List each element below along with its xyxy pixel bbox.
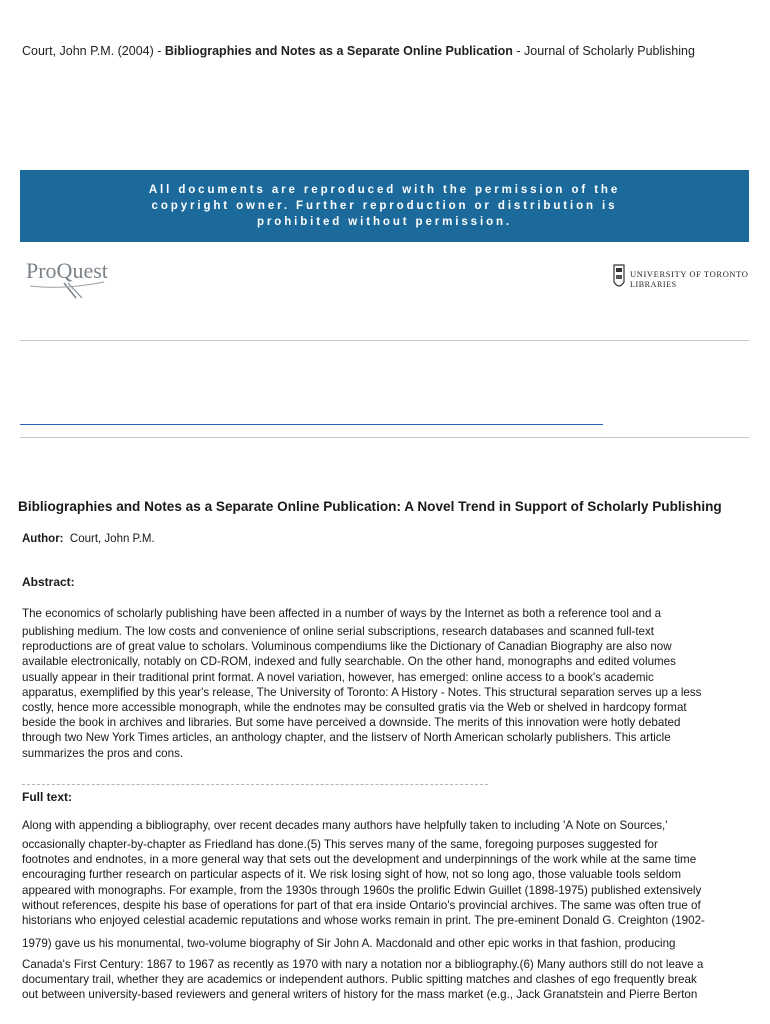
fulltext-line: footnotes and endnotes, in a more general way that sets out the development and underpinnings of the work while at the same time (22, 853, 697, 867)
fulltext-line: Canada's First Century: 1867 to 1967 as recently as 1970 with nary a notation nor a bibliography.(6) Many authors still do not leave a (22, 958, 704, 971)
fulltext-line: out between university-based reviewers and general writers of history for the mass market (e.g., Jack Granatstein and Pierre Berton (22, 988, 698, 1002)
citation-prefix: Court, John P.M. (2004) - (22, 44, 165, 58)
fulltext-line: documentary trail, whether they are academics or independent authors. Public spitting matches and clashes of ego frequently break (22, 973, 697, 987)
svg-text:LIBRARIES: LIBRARIES (630, 280, 677, 289)
abstract-line: through two New York Times articles, an anthology chapter, and the listserv of North American scholarly publishers. This article (22, 731, 671, 745)
fulltext-line: encouraging further research on particular aspects of it. We risk losing sight of how, not so long ago, those valuable tools seldom (22, 868, 682, 882)
divider-top (20, 340, 749, 341)
proquest-logo (24, 256, 114, 300)
abstract-line: reproductions are of great value to scholars. Voluminous compendiums like the Dictionary of Canadian Biography are also now (22, 640, 672, 654)
abstract-body (22, 624, 752, 761)
fulltext-body-c (22, 957, 752, 1003)
section-separator (22, 784, 488, 785)
link-rule (20, 424, 603, 425)
copyright-banner (20, 170, 749, 242)
abstract-first-line: The economics of scholarly publishing have been affected in a number of ways by the Internet as both a reference tool and a (22, 607, 662, 620)
citation-header (22, 44, 762, 58)
abstract-line: usually appear in their traditional print format. A novel variation, however, has emerged: online access to a book's academic (22, 670, 654, 684)
abstract-line: beside the book in archives and libraries. But some have perceived a downside. The merits of this innovation were hotly debated (22, 716, 681, 730)
citation-suffix: - Journal of Scholarly Publishing (512, 44, 695, 58)
article-title: Bibliographies and Notes as a Separate Online Publication: A Novel Trend in Support of Scholarly Publishing (18, 499, 722, 514)
author-value: Court, John P.M. (69, 533, 155, 545)
fulltext-line-b: 1979) gave us his monumental, two-volume biography of Sir John A. Macdonald and other epic works in that fashion, producing (22, 937, 676, 950)
abstract-line: available electronically, notably on CD-ROM, indexed and fully searchable. On the other hand, monographs and edited volumes (22, 655, 676, 669)
abstract-line: summarizes the pros and cons. (22, 746, 184, 760)
fulltext-line: occasionally chapter-by-chapter as Friedland has done.(5) This serves many of the same, foregoing purposes suggested for (22, 838, 658, 851)
fulltext-line: appeared with monographs. For example, from the 1930s through 1960s the prolific Edwin Guillet (1898-1975) published extensively (22, 883, 702, 897)
divider-bottom (20, 437, 749, 438)
abstract-line: publishing medium. The low costs and convenience of online serial subscriptions, research databases and scanned full-text (22, 625, 655, 638)
copyright-notice: All documents are reproduced with the permission of the copyright owner. Further reproduction or distribution is prohibited without permission. (148, 184, 621, 228)
fulltext-line: without references, despite his base of operations for part of that era inside Ontario's provincial archives. The same was often true of (22, 898, 701, 912)
author-label: Author: (22, 533, 64, 545)
uoft-libraries-logo (610, 262, 750, 296)
citation-title: Bibliographies and Notes as a Separate Online Publication (164, 44, 513, 58)
svg-text:ProQuest: ProQuest (26, 258, 108, 283)
fulltext-first-line: Along with appending a bibliography, over recent decades many authors have helpfully taken to including 'A Note on Sources,' (22, 819, 668, 832)
fulltext-heading: Full text: (22, 790, 72, 804)
fulltext-body (22, 837, 752, 928)
abstract-heading: Abstract: (22, 575, 75, 589)
svg-text:UNIVERSITY OF TORONTO: UNIVERSITY OF TORONTO (630, 269, 749, 279)
author-line (22, 533, 155, 545)
fulltext-line: historians who enjoyed celestial academic reputations and whose works remain in print. The pre-eminent Donald G. Creighton (1902- (22, 914, 705, 928)
abstract-line: costly, hence more accessible monograph, while the endnotes may be consulted gratis via the Web or shelved in hardcopy format (22, 701, 687, 715)
abstract-line: apparatus, exemplified by this year's release, The University of Toronto: A History - Notes. This structural separation serves up a less (22, 685, 702, 699)
